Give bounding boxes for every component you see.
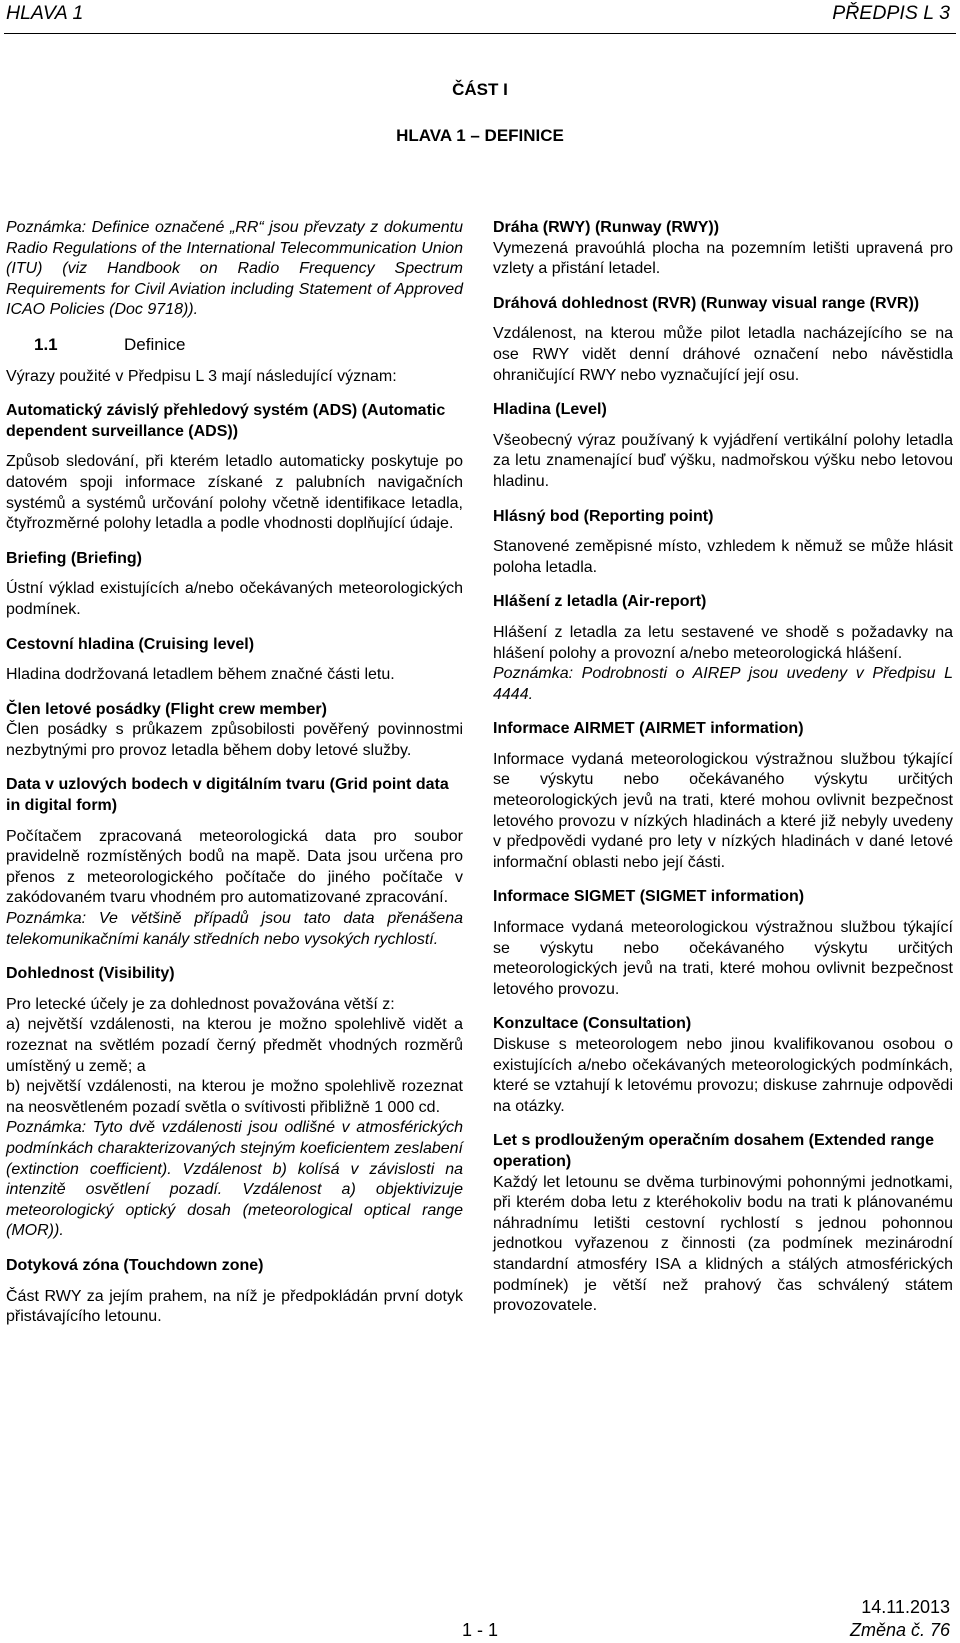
footer-date: 14.11.2013	[861, 1597, 950, 1617]
term-extended-range-operation: Let s prodlouženým operačním dosahem (Extended range operation)	[493, 1132, 934, 1170]
chapter-title: HLAVA 1 – DEFINICE	[396, 126, 564, 145]
definition-consultation: Diskuse s meteorologem nebo jinou kvalifikovanou osobou o existujících a/nebo očekávaných meteorologických podmínkách, které se vztahují k letovému provozu; diskuse zahrnuje odpovědi na otázky.	[493, 1036, 953, 1115]
right-column	[493, 218, 953, 1317]
definition-runway: Vymezená pravoúhlá plocha na pozemním letišti upravená pro vzlety a přistání letadel.	[493, 239, 953, 278]
intro-note: Poznámka: Definice označené „RR“ jsou převzaty z dokumentu Radio Regulations of the International Telecommunication Union (ITU) (viz Handbook on Radio Frequency Spectrum Requirements for Civil Aviation including Statement of Approved ICAO Policies (Doc 9718)).	[6, 219, 463, 319]
term-grid-point-data: Data v uzlových bodech v digitálním tvaru (Grid point data in digital form)	[6, 776, 449, 815]
definition-ads: Způsob sledování, při kterém letadlo automaticky poskytuje po datovém spoji informace získané z palubních navigačních systémů a systémů určování polohy včetně identifikace letadla, čtyřrozměrné polohy letadla a podle vhodnosti doplňující údaje.	[6, 453, 463, 533]
term-touchdown-zone: Dotyková zóna (Touchdown zone)	[6, 1256, 264, 1274]
definition-briefing: Ústní výklad existujících a/nebo očekávaných meteorologických podmínek.	[6, 580, 463, 618]
term-reporting-point: Hlásný bod (Reporting point)	[493, 507, 714, 525]
term-briefing: Briefing (Briefing)	[6, 549, 142, 567]
term-airmet: Informace AIRMET (AIRMET information)	[493, 720, 804, 738]
definition-visibility-b: b) největší vzdálenosti, na kterou je možno spolehlivě rozeznat na neosvětleném pozadí světla o svítivosti přibližně 1 000 cd.	[6, 1078, 463, 1116]
term-ads: Automatický závislý přehledový systém (ADS) (Automatic dependent surveillance (ADS))	[6, 402, 446, 440]
term-flight-crew-member: Člen letové posádky (Flight crew member)	[6, 700, 327, 718]
header-rule	[4, 33, 956, 34]
definition-airmet: Informace vydaná meteorologickou výstražnou službou týkající se výskytu nebo očekávaného výskytu určitých meteorologických jevů na trati, které mohou ovlivnit bezpečnost letového provozu v nízkých hladinách a které již nebyly uvedeny v předpovědi vydané pro lety v nízkých hladinách v dané letové informační oblasti nebo její části.	[493, 750, 953, 871]
definition-sigmet: Informace vydaná meteorologickou výstražnou službou týkající se výskytu nebo očekávaného výskytu určitých meteorologických jevů na trati, které mohou ovlivnit bezpečnost letového provozu.	[493, 919, 953, 998]
definition-air-report: Hlášení z letadla za letu sestavené ve shodě s požadavky na hlášení polohy a provozní a/nebo meteorologická hlášení.	[493, 623, 953, 662]
definition-grid-point-data: Počítačem zpracovaná meteorologická data pro soubor pravidelně rozmístěných bodů na mapě. Data jsou určena pro přenos z meteorologického počítače do jiného počítače v zakódovaném tvaru vhodném pro automatizované zpracování.	[6, 827, 463, 907]
term-level: Hladina (Level)	[493, 401, 607, 419]
definition-touchdown-zone: Část RWY za jejím prahem, na níž je předpokládán první dotyk přistávajícího letounu.	[6, 1287, 463, 1326]
definition-extended-range-operation: Každý let letounu se dvěma turbinovými pohonnými jednotkami, při kterém doba letu z kteréhokoliv bodu na trati k plánovanému náhradnímu letišti cestovní rychlostí s jednou pohonnou jednotkou vyřazenou z činnosti (za podmínek mezinárodní standardní atmosféry ISA a klidných a stálých atmosférických podmínek) je větší než prahový čas schválený státem provozovatele.	[493, 1173, 953, 1315]
definition-visibility-intro: Pro letecké účely je za dohlednost považována větší z:	[6, 995, 395, 1013]
definition-rvr: Vzdálenost, na kterou může pilot letadla nacházejícího se na ose RWY vidět denní dráhové označení nebo návěstidla ohraničující RWY nebo vyznačující její osu.	[493, 325, 953, 384]
definition-flight-crew-member: Člen posádky s průkazem způsobilosti pověřený povinnostmi nezbytnými pro provoz letadla během doby letové služby.	[6, 721, 463, 759]
term-cruising-level: Cestovní hladina (Cruising level)	[6, 635, 255, 653]
part-title: ČÁST I	[452, 80, 508, 99]
section-intro: Výrazy použité v Předpisu L 3 mají následující význam:	[6, 367, 397, 385]
section-title: Definice	[124, 334, 186, 354]
note-air-report: Poznámka: Podrobnosti o AIREP jsou uvedeny v Předpisu L 4444.	[493, 665, 953, 703]
term-rvr: Dráhová dohlednost (RVR) (Runway visual range (RVR))	[493, 294, 920, 312]
term-air-report: Hlášení z letadla (Air-report)	[493, 593, 707, 611]
term-consultation: Konzultace (Consultation)	[493, 1015, 692, 1033]
definition-reporting-point: Stanovené zeměpisné místo, vzhledem k němuž se může hlásit poloha letadla.	[493, 538, 953, 576]
section-heading	[6, 335, 463, 357]
definition-level: Všeobecný výraz používaný k vyjádření vertikální polohy letadla za letu znamenající buď výšku, nadmořskou výšku nebo letovou hladinu.	[493, 431, 953, 490]
term-runway: Dráha (RWY) (Runway (RWY))	[493, 219, 720, 236]
section-number: 1.1	[34, 334, 58, 354]
footer-amendment: Změna č. 76	[849, 1620, 950, 1640]
term-visibility: Dohlednost (Visibility)	[6, 965, 175, 983]
note-grid-point-data: Poznámka: Ve většině případů jsou tato data přenášena telekomunikačními kanály středních nebo vysokých rychlostí.	[6, 910, 463, 948]
definition-cruising-level: Hladina dodržovaná letadlem během značné části letu.	[6, 666, 395, 684]
page-number: 1 - 1	[461, 1620, 499, 1640]
note-visibility: Poznámka: Tyto dvě vzdálenosti jsou odlišné v atmosférických podmínkách charakterizovaných stejným koeficientem zeslabení (extinction coefficient). Vzdálenost b) kolísá v závislosti na intenzitě osvětlení pozadí. Vzdálenost a) objektivizuje meteorologický optický dosah (meteorological optical range (MOR)).	[6, 1119, 463, 1240]
term-sigmet: Informace SIGMET (SIGMET information)	[493, 888, 805, 906]
running-header-left: HLAVA 1	[6, 2, 84, 24]
left-column	[6, 218, 463, 1328]
definition-visibility-a: a) největší vzdálenosti, na kterou je možno spolehlivě vidět a rozeznat na světlém pozadí černý předmět vhodných rozměrů umístěný u země; a	[6, 1016, 463, 1075]
running-header-right: PŘEDPIS L 3	[832, 2, 950, 24]
